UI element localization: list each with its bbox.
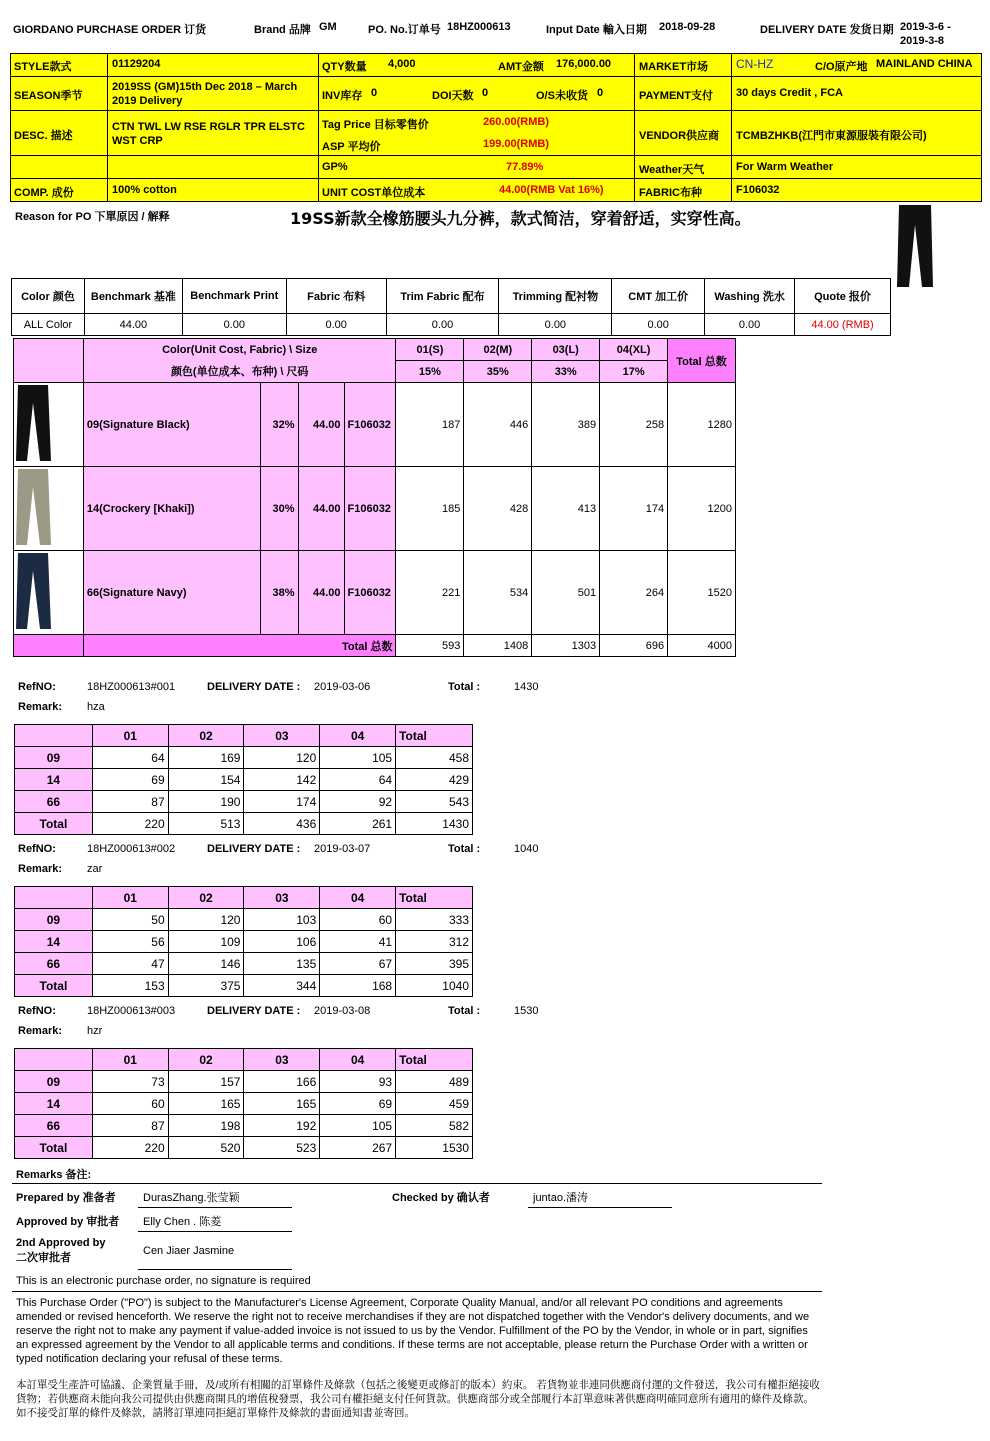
color-fabric: F106032 — [344, 551, 396, 635]
shipment-qty-cell: 513 — [168, 813, 244, 835]
size-matrix-table — [13, 338, 736, 657]
size-header: 03(L) — [532, 339, 600, 361]
shipment-qty-cell: 220 — [92, 1137, 168, 1159]
color-swatch-cell — [14, 467, 84, 551]
cost-header-cell: Benchmark 基准 — [84, 279, 182, 314]
remark-value: hza — [87, 701, 105, 713]
shipment-qty-cell: 165 — [168, 1093, 244, 1115]
shipment-qty-cell: 60 — [320, 909, 396, 931]
total-row-label: Total 总数 — [83, 635, 396, 657]
ref-label: RefNO: — [18, 681, 56, 693]
color-cost: 44.00 — [298, 467, 344, 551]
shipment-header-cell: 04 — [320, 887, 396, 909]
checked-label: Checked by 确认者 — [392, 1192, 490, 1204]
ref-label: RefNO: — [18, 1005, 56, 1017]
row-total-cell: 1520 — [668, 551, 736, 635]
os-value: 0 — [597, 87, 604, 99]
shipment-qty-cell: 154 — [168, 769, 244, 791]
vendor-value: TCMBZHKB(江門市東源服裝有限公司) — [736, 130, 927, 142]
shipment-row-label: Total — [15, 813, 93, 835]
total-cell: 593 — [396, 635, 464, 657]
ref-label: RefNO: — [18, 843, 56, 855]
origin-label: C/O原产地 — [815, 61, 868, 73]
fabric-value: F106032 — [736, 184, 780, 196]
shipment-header-cell: 03 — [244, 1049, 320, 1071]
season-value: 2019SS (GM)15th Dec 2018 – March 2019 Delivery — [112, 81, 298, 107]
shipment-row-label: 66 — [15, 1115, 93, 1137]
style-label: STYLE款式 — [14, 61, 72, 73]
qty-value: 4,000 — [388, 58, 416, 70]
cost-value-cell: 0.00 — [705, 314, 795, 336]
qty-cell: 258 — [600, 383, 668, 467]
desc-label: DESC. 描述 — [14, 130, 73, 142]
shipment-qty-cell: 395 — [396, 953, 473, 975]
approved2-label: 2nd Approved by — [16, 1237, 106, 1249]
shipment-header-cell: 03 — [244, 725, 320, 747]
shipment-row-label: 66 — [15, 791, 93, 813]
shipment-qty-cell: 582 — [396, 1115, 473, 1137]
pants-image — [14, 467, 54, 547]
delivery-label: DELIVERY DATE : — [207, 681, 301, 693]
qty-cell: 174 — [600, 467, 668, 551]
shipment-row-label: Total — [15, 1137, 93, 1159]
shipment-qty-cell: 520 — [168, 1137, 244, 1159]
qty-cell: 185 — [396, 467, 464, 551]
color-cost: 44.00 — [298, 551, 344, 635]
pants-image — [14, 383, 54, 463]
shipment-qty-cell: 109 — [168, 931, 244, 953]
shipment-total-label: Total : — [448, 681, 481, 693]
cost-value-cell: 0.00 — [286, 314, 386, 336]
shipment-row-label: 09 — [15, 747, 93, 769]
shipment-qty-cell: 1040 — [396, 975, 473, 997]
weather-value: For Warm Weather — [736, 161, 834, 173]
cost-header-cell: Benchmark Print — [182, 279, 286, 314]
cost-value-cell: 0.00 — [499, 314, 612, 336]
cost-value-cell: 44.00 (RMB) — [795, 314, 891, 336]
shipment-qty-cell: 458 — [396, 747, 473, 769]
unit-cost-label: UNIT COST单位成本 — [322, 187, 426, 199]
shipment-qty-cell: 56 — [92, 931, 168, 953]
shipment-qty-cell: 429 — [396, 769, 473, 791]
shipment-row-label: 14 — [15, 769, 93, 791]
shipment-header-cell: 02 — [168, 725, 244, 747]
shipment-qty-cell: 157 — [168, 1071, 244, 1093]
color-pct: 32% — [260, 383, 298, 467]
shipment-qty-cell: 489 — [396, 1071, 473, 1093]
reason-label: Reason for PO 下單原因 / 解释 — [15, 211, 170, 223]
shipment-table — [14, 886, 473, 997]
shipment-row-label: 09 — [15, 909, 93, 931]
cost-value-cell: 0.00 — [386, 314, 499, 336]
shipment-qty-cell: 344 — [244, 975, 320, 997]
size-header: 01(S) — [396, 339, 464, 361]
shipment-qty-cell: 165 — [244, 1093, 320, 1115]
delivery-label: DELIVERY DATE : — [207, 843, 301, 855]
qty-cell: 501 — [532, 551, 600, 635]
payment-value: 30 days Credit , FCA — [736, 87, 843, 99]
asp-value: 199.00(RMB) — [483, 138, 550, 150]
cost-breakdown-table — [11, 278, 891, 336]
cost-header-cell: Color 颜色 — [12, 279, 85, 314]
matrix-row — [14, 383, 736, 467]
shipment-total-label: Total : — [448, 1005, 481, 1017]
image-header-cell — [14, 339, 84, 383]
qty-label: QTY数量 — [322, 61, 367, 73]
reason-text: 19SS新款全橡筋腰头九分裤，款式简洁，穿着舒适，实穿性高。 — [290, 209, 751, 228]
comp-label: COMP. 成份 — [14, 187, 74, 199]
ref-value: 18HZ000613#001 — [87, 681, 176, 693]
matrix-title: Color(Unit Cost, Fabric) \ Size — [83, 339, 396, 361]
shipment-qty-cell: 333 — [396, 909, 473, 931]
shipment-qty-cell: 166 — [244, 1071, 320, 1093]
shipment-header-cell — [15, 725, 93, 747]
approved-label: Approved by 审批者 — [16, 1216, 120, 1228]
color-swatch-cell — [14, 551, 84, 635]
size-header: 02(M) — [464, 339, 532, 361]
electronic-note: This is an electronic purchase order, no signature is required — [16, 1275, 311, 1287]
delivery-date-label: DELIVERY DATE 发货日期 — [760, 24, 894, 36]
cost-header-cell: Trim Fabric 配布 — [386, 279, 499, 314]
shipment-qty-cell: 190 — [168, 791, 244, 813]
os-label: O/S未收货 — [536, 90, 588, 102]
row-total-cell: 1280 — [668, 383, 736, 467]
total-cell: 1408 — [464, 635, 532, 657]
shipment-qty-cell: 120 — [168, 909, 244, 931]
shipment-header-cell: 03 — [244, 887, 320, 909]
shipment-qty-cell: 153 — [92, 975, 168, 997]
input-date-label: Input Date 輸入日期 — [546, 24, 647, 36]
cost-value-cell: 44.00 — [84, 314, 182, 336]
po-number: 18HZ000613 — [447, 21, 511, 33]
delivery-date-start: 2019-3-6 - — [900, 21, 951, 33]
size-pct: 35% — [464, 361, 532, 383]
shipment-qty-cell: 41 — [320, 931, 396, 953]
shipment-qty-cell: 47 — [92, 953, 168, 975]
grand-total-cell: 4000 — [668, 635, 736, 657]
shipment-header-cell: 01 — [92, 887, 168, 909]
checked-value: juntao.潘涛 — [533, 1192, 589, 1204]
color-swatch-cell — [14, 383, 84, 467]
shipment-table — [14, 724, 473, 835]
shipment-qty-cell: 1530 — [396, 1137, 473, 1159]
shipment-qty-cell: 73 — [92, 1071, 168, 1093]
weather-label: Weather天气 — [639, 164, 705, 176]
shipment-total-value: 1530 — [514, 1005, 539, 1017]
tag-price-value: 260.00(RMB) — [483, 116, 550, 128]
remark-label: Remark: — [18, 1025, 63, 1037]
shipment-qty-cell: 169 — [168, 747, 244, 769]
color-fabric: F106032 — [344, 467, 396, 551]
product-thumbnail — [893, 203, 937, 289]
cost-header-cell: Quote 报价 — [795, 279, 891, 314]
doi-value: 0 — [482, 87, 489, 99]
size-pct: 33% — [532, 361, 600, 383]
total-header: Total 总数 — [668, 339, 736, 383]
pants-image — [14, 551, 54, 631]
cost-value-cell: ALL Color — [12, 314, 85, 336]
unit-cost-value: 44.00(RMB Vat 16%) — [499, 184, 604, 196]
shipment-qty-cell: 1430 — [396, 813, 473, 835]
shipment-header-cell: Total — [396, 887, 473, 909]
color-pct: 30% — [260, 467, 298, 551]
qty-cell: 264 — [600, 551, 668, 635]
shipment-qty-cell: 50 — [92, 909, 168, 931]
po-title: GIORDANO PURCHASE ORDER 订货 — [13, 24, 207, 36]
shipment-header-cell — [15, 887, 93, 909]
doi-label: DOI天数 — [432, 90, 474, 102]
shipment-header-cell: 04 — [320, 725, 396, 747]
color-pct: 38% — [260, 551, 298, 635]
brand-value: GM — [319, 21, 337, 33]
amt-label: AMT金额 — [498, 61, 544, 73]
shipment-qty-cell: 146 — [168, 953, 244, 975]
market-value: CN-HZ — [736, 57, 774, 71]
shipment-qty-cell: 261 — [320, 813, 396, 835]
season-label: SEASON季节 — [14, 90, 83, 102]
style-value: 01129204 — [112, 58, 161, 70]
shipment-qty-cell: 168 — [320, 975, 396, 997]
total-row-blank — [14, 635, 84, 657]
delivery-value: 2019-03-08 — [314, 1005, 371, 1017]
qty-cell: 187 — [396, 383, 464, 467]
shipment-qty-cell: 198 — [168, 1115, 244, 1137]
shipment-qty-cell: 312 — [396, 931, 473, 953]
shipment-qty-cell: 459 — [396, 1093, 473, 1115]
shipment-header-cell: 02 — [168, 887, 244, 909]
shipment-header-cell: 01 — [92, 1049, 168, 1071]
shipment-qty-cell: 142 — [244, 769, 320, 791]
size-pct: 15% — [396, 361, 464, 383]
shipment-header-cell: 04 — [320, 1049, 396, 1071]
shipment-header-cell: 02 — [168, 1049, 244, 1071]
cost-header-cell: Trimming 配衬物 — [499, 279, 612, 314]
shipment-table — [14, 1048, 473, 1159]
qty-cell: 389 — [532, 383, 600, 467]
shipment-qty-cell: 64 — [92, 747, 168, 769]
shipment-qty-cell: 103 — [244, 909, 320, 931]
shipment-qty-cell: 436 — [244, 813, 320, 835]
cost-value-cell: 0.00 — [182, 314, 286, 336]
color-cost: 44.00 — [298, 383, 344, 467]
matrix-title-cn: 颜色(单位成本、布种) \ 尺码 — [83, 361, 396, 383]
qty-cell: 221 — [396, 551, 464, 635]
brand-label: Brand 品牌 — [254, 24, 311, 36]
vendor-label: VENDOR供应商 — [639, 130, 720, 142]
remark-value: zar — [87, 863, 103, 875]
prepared-value: DurasZhang.张莹颖 — [143, 1192, 240, 1204]
shipment-qty-cell: 69 — [320, 1093, 396, 1115]
shipment-header-cell: 01 — [92, 725, 168, 747]
inv-value: 0 — [371, 87, 378, 99]
shipment-row-label: 09 — [15, 1071, 93, 1093]
shipment-qty-cell: 267 — [320, 1137, 396, 1159]
color-name: 66(Signature Navy) — [83, 551, 260, 635]
cost-header-cell: Fabric 布料 — [286, 279, 386, 314]
gp-label: GP% — [322, 161, 348, 173]
row-total-cell: 1200 — [668, 467, 736, 551]
color-name: 09(Signature Black) — [83, 383, 260, 467]
shipment-qty-cell: 543 — [396, 791, 473, 813]
shipment-qty-cell: 135 — [244, 953, 320, 975]
cost-value-cell: 0.00 — [612, 314, 705, 336]
ref-value: 18HZ000613#003 — [87, 1005, 176, 1017]
qty-cell: 446 — [464, 383, 532, 467]
cost-header-cell: CMT 加工价 — [612, 279, 705, 314]
approved2-value: Cen Jiaer Jasmine — [143, 1245, 235, 1257]
shipment-qty-cell: 69 — [92, 769, 168, 791]
remark-label: Remark: — [18, 863, 63, 875]
input-date: 2018-09-28 — [659, 21, 716, 33]
shipment-total-label: Total : — [448, 843, 481, 855]
shipment-qty-cell: 192 — [244, 1115, 320, 1137]
shipment-qty-cell: 60 — [92, 1093, 168, 1115]
qty-cell: 534 — [464, 551, 532, 635]
asp-label: ASP 平均价 — [322, 141, 381, 153]
shipment-qty-cell: 106 — [244, 931, 320, 953]
shipment-header-cell: Total — [396, 1049, 473, 1071]
approved-value: Elly Chen . 陈菱 — [143, 1216, 222, 1228]
shipment-qty-cell: 93 — [320, 1071, 396, 1093]
delivery-label: DELIVERY DATE : — [207, 1005, 301, 1017]
qty-cell: 428 — [464, 467, 532, 551]
delivery-value: 2019-03-07 — [314, 843, 371, 855]
amt-value: 176,000.00 — [556, 58, 612, 70]
shipment-row-label: Total — [15, 975, 93, 997]
market-label: MARKET市场 — [639, 61, 709, 73]
size-pct: 17% — [600, 361, 668, 383]
approved2-label-cn: 二次审批者 — [16, 1252, 71, 1264]
payment-label: PAYMENT支付 — [639, 90, 713, 102]
shipment-qty-cell: 87 — [92, 791, 168, 813]
shipment-qty-cell: 92 — [320, 791, 396, 813]
shipment-header-cell — [15, 1049, 93, 1071]
shipment-row-label: 14 — [15, 931, 93, 953]
shipment-qty-cell: 220 — [92, 813, 168, 835]
remark-value: hzr — [87, 1025, 103, 1037]
terms-english: This Purchase Order ("PO") is subject to the Manufacturer's License Agreement, Corporate Quality Manual, and/or all relevant PO conditions and agreements amended or revised henceforth. We reserve the right not to receive merchandises if they are not dispatched together with the Vendor's delivery documents, and we reserve the right not to make any payment if value-added invoice is not issued to us by the Vendor. Fulfillment of the PO by the Vendor, in whole or in part, signifies an expressed agreement by the Vendor to all applicable terms and conditions. If these terms are not acceptable, please return the Purchase Order with a written or typed notification declaring your refusal of these terms. — [16, 1297, 810, 1365]
shipment-qty-cell: 523 — [244, 1137, 320, 1159]
cost-header-cell: Washing 洗水 — [705, 279, 795, 314]
gp-value: 77.89% — [506, 161, 544, 173]
prepared-label: Prepared by 准备者 — [16, 1192, 116, 1204]
shipment-qty-cell: 64 — [320, 769, 396, 791]
matrix-row — [14, 467, 736, 551]
inv-label: INV库存 — [322, 90, 363, 102]
shipment-qty-cell: 87 — [92, 1115, 168, 1137]
terms-chinese: 本訂單受生產許可協議、企業質量手冊，及/或所有相關的訂單條件及條款（包括之後變更或修訂的版本）約束。 若貨物並非連同供應商付運的文件發送，我公司有權拒絕接收貨物；若供應商未能向我公司提供由供應商開具的增值稅發票，我公司有權拒絕支付任何貨款。供應商部分或全部履行本訂單意味著供應商明確同意所有適用的條件及條款。如不接受訂單的條件及條款，請將訂單連同拒絕訂單條件及條款的書面通知書並寄回。 — [16, 1379, 820, 1419]
matrix-row — [14, 551, 736, 635]
shipment-qty-cell: 105 — [320, 1115, 396, 1137]
ref-value: 18HZ000613#002 — [87, 843, 176, 855]
shipment-total-value: 1040 — [514, 843, 539, 855]
shipment-header-cell: Total — [396, 725, 473, 747]
size-header: 04(XL) — [600, 339, 668, 361]
origin-value: MAINLAND CHINA — [876, 58, 973, 70]
comp-value: 100% cotton — [112, 184, 177, 196]
shipment-qty-cell: 105 — [320, 747, 396, 769]
shipment-row-label: 14 — [15, 1093, 93, 1115]
color-name: 14(Crockery [Khaki]) — [83, 467, 260, 551]
shipment-total-value: 1430 — [514, 681, 539, 693]
delivery-value: 2019-03-06 — [314, 681, 371, 693]
total-cell: 1303 — [532, 635, 600, 657]
po-number-label: PO. No.订单号 — [368, 24, 441, 36]
shipment-qty-cell: 174 — [244, 791, 320, 813]
remarks-label: Remarks 备注: — [16, 1169, 92, 1181]
shipment-qty-cell: 375 — [168, 975, 244, 997]
delivery-date-end: 2019-3-8 — [900, 35, 945, 47]
fabric-label: FABRIC布种 — [639, 187, 702, 199]
desc-value: CTN TWL LW RSE RGLR TPR ELSTC WST CRP — [112, 121, 305, 147]
qty-cell: 413 — [532, 467, 600, 551]
shipment-row-label: 66 — [15, 953, 93, 975]
tag-price-label: Tag Price 目标零售价 — [322, 119, 429, 131]
shipment-qty-cell: 120 — [244, 747, 320, 769]
color-fabric: F106032 — [344, 383, 396, 467]
remark-label: Remark: — [18, 701, 63, 713]
total-cell: 696 — [600, 635, 668, 657]
shipment-qty-cell: 67 — [320, 953, 396, 975]
